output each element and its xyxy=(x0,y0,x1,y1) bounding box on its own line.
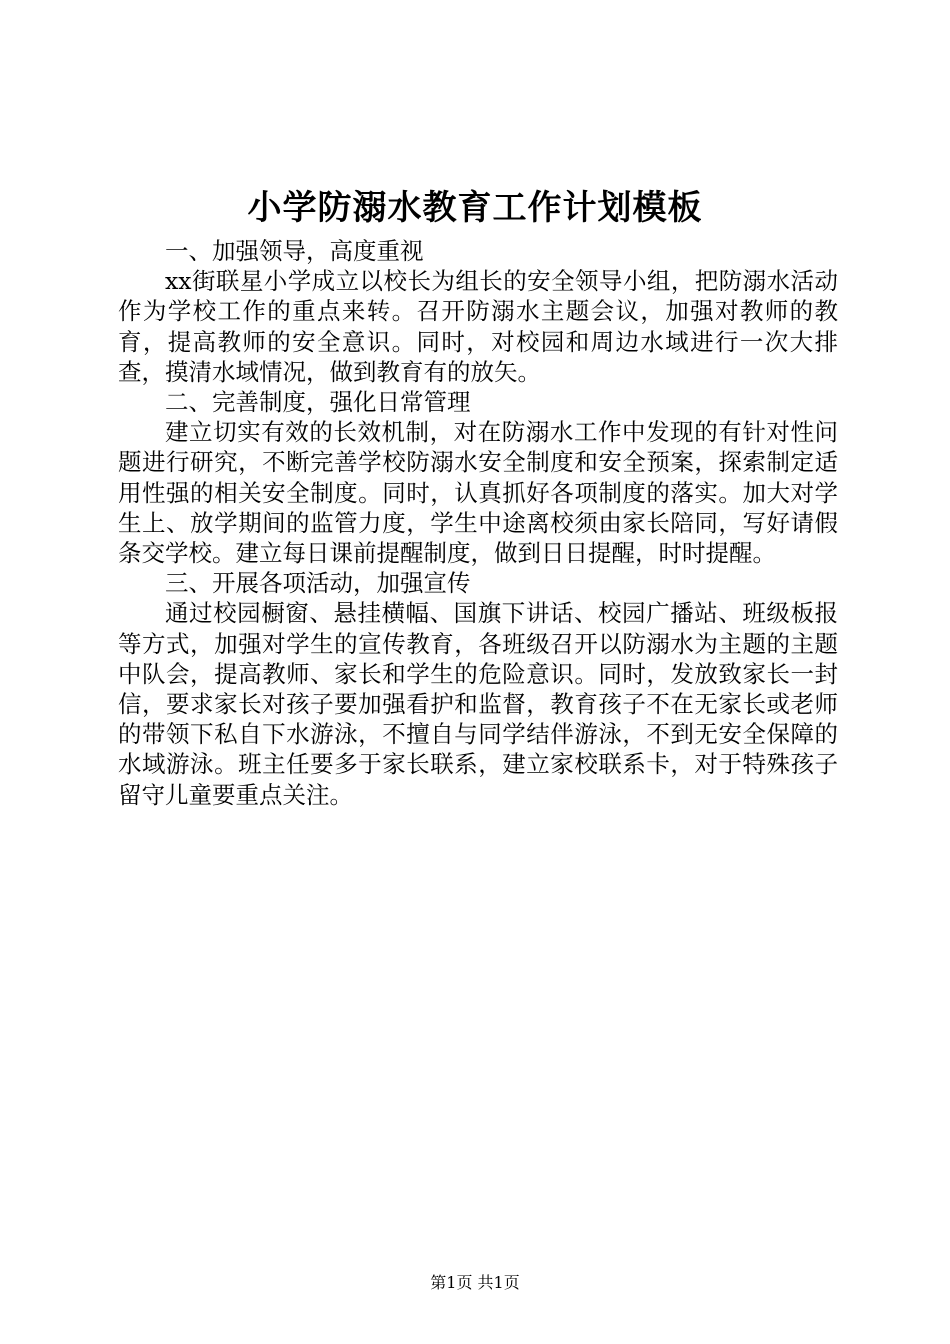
paragraph-1: xx街联星小学成立以校长为组长的安全领导小组，把防溺水活动作为学校工作的重点来转。召开防溺水主题会议，加强对教师的教育，提高教师的安全意识。同时，对校园和周边水域进行一次大排查，摸清水域情况，做到教育有的放矢。 xyxy=(118,267,838,386)
document-body xyxy=(118,236,838,810)
paragraph-2: 建立切实有效的长效机制，对在防溺水工作中发现的有针对性问题进行研究，不断完善学校防溺水安全制度和安全预案，探索制定适用性强的相关安全制度。同时，认真抓好各项制度的落实。加大对学生上、放学期间的监管力度，学生中途离校须由家长陪同，写好请假条交学校。建立每日课前提醒制度，做到日日提醒，时时提醒。 xyxy=(118,418,838,568)
section-heading-1: 一、加强领导，高度重视 xyxy=(165,237,424,265)
document-title: 小学防溺水教育工作计划模板 xyxy=(247,188,703,228)
section-heading-3: 三、开展各项活动，加强宣传 xyxy=(165,569,471,598)
paragraph-3: 通过校园橱窗、悬挂横幅、国旗下讲话、校园广播站、班级板报等方式，加强对学生的宣传教育，各班级召开以防溺水为主题的主题中队会，提高教师、家长和学生的危险意识。同时，发放致家长一封信，要求家长对孩子要加强看护和监督，教育孩子不在无家长或老师的带领下私自下水游泳，不擅自与同学结伴游泳，不到无安全保障的水域游泳。班主任要多于家长联系，建立家校联系卡，对于特殊孩子留守儿童要重点关注。 xyxy=(118,599,838,809)
page-footer: 第1页 共1页 xyxy=(430,1273,520,1292)
section-heading-2: 二、完善制度，强化日常管理 xyxy=(165,388,471,417)
